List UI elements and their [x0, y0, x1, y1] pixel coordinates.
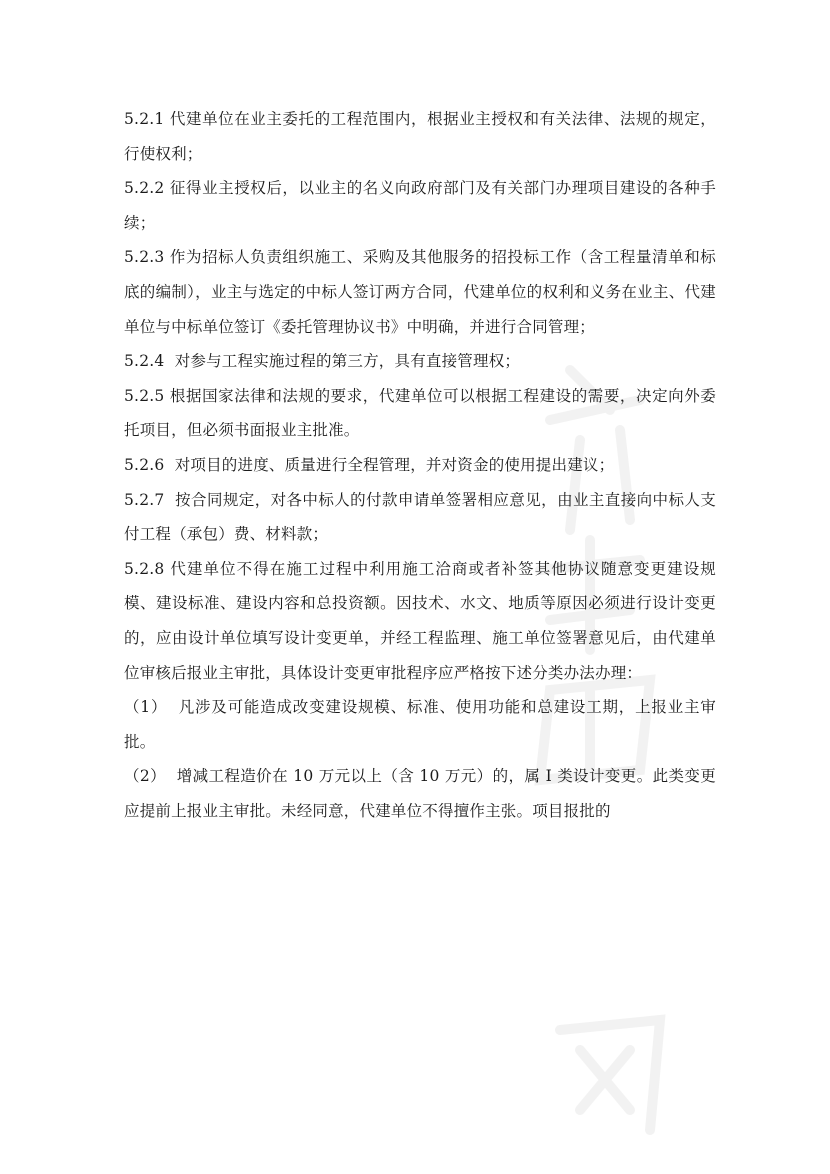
clause-5-2-5: 5.2.5 根据国家法律和法规的要求，代建单位可以根据工程建设的需要，决定向外委托项目，但必须书面报业主批准。: [124, 386, 716, 440]
sub-clause-1: （1） 凡涉及可能造成改变建设规模、标准、使用功能和总建设工期，上报业主审批。: [124, 698, 716, 751]
clause-5-2-3: 5.2.3 作为招标人负责组织施工、采购及其他服务的招投标工作（含工程量清单和标底的编制），业主与选定的中标人签订两方合同，代建单位的权利和义务在业主、代建单位与中标单位签订《委托管理协议书》中明确，并进行合同管理；: [124, 248, 716, 336]
clause-5-2-7: 5.2.7 按合同规定，对各中标人的付款申请单签署相应意见，由业主直接向中标人支付工程（承包）费、材料款；: [124, 490, 716, 544]
document-body: [124, 102, 722, 828]
clause-5-2-6: 5.2.6 对项目的进度、质量进行全程管理，并对资金的使用提出建议；: [124, 455, 615, 474]
clause-5-2-1: 5.2.1 代建单位在业主委托的工程范围内，根据业主授权和有关法律、法规的规定，行使权利；: [124, 110, 716, 163]
clause-5-2-2: 5.2.2 征得业主授权后，以业主的名义向政府部门及有关部门办理项目建设的各种手续；: [124, 179, 716, 232]
clause-5-2-4: 5.2.4 对参与工程实施过程的第三方，具有直接管理权；: [124, 352, 521, 371]
sub-clause-2: （2） 增减工程造价在 10 万元以上（含 10 万元）的，属 I 类设计变更。此类变更 应提前上报业主审批。未经同意，代建单位不得擅作主张。项目报批的: [124, 767, 722, 820]
clause-5-2-8: 5.2.8 代建单位不得在施工过程中利用施工洽商或者补签其他协议随意变更建设规模、建设标准、建设内容和总投资额。因技术、水文、地质等原因必须进行设计变更的，应由设计单位填写设计变更单，并经工程监理、施工单位签署意见后，由代建单位审核后报业主审批，具体设计变更审批程序应严格按下述分类办法办理：: [124, 559, 716, 682]
